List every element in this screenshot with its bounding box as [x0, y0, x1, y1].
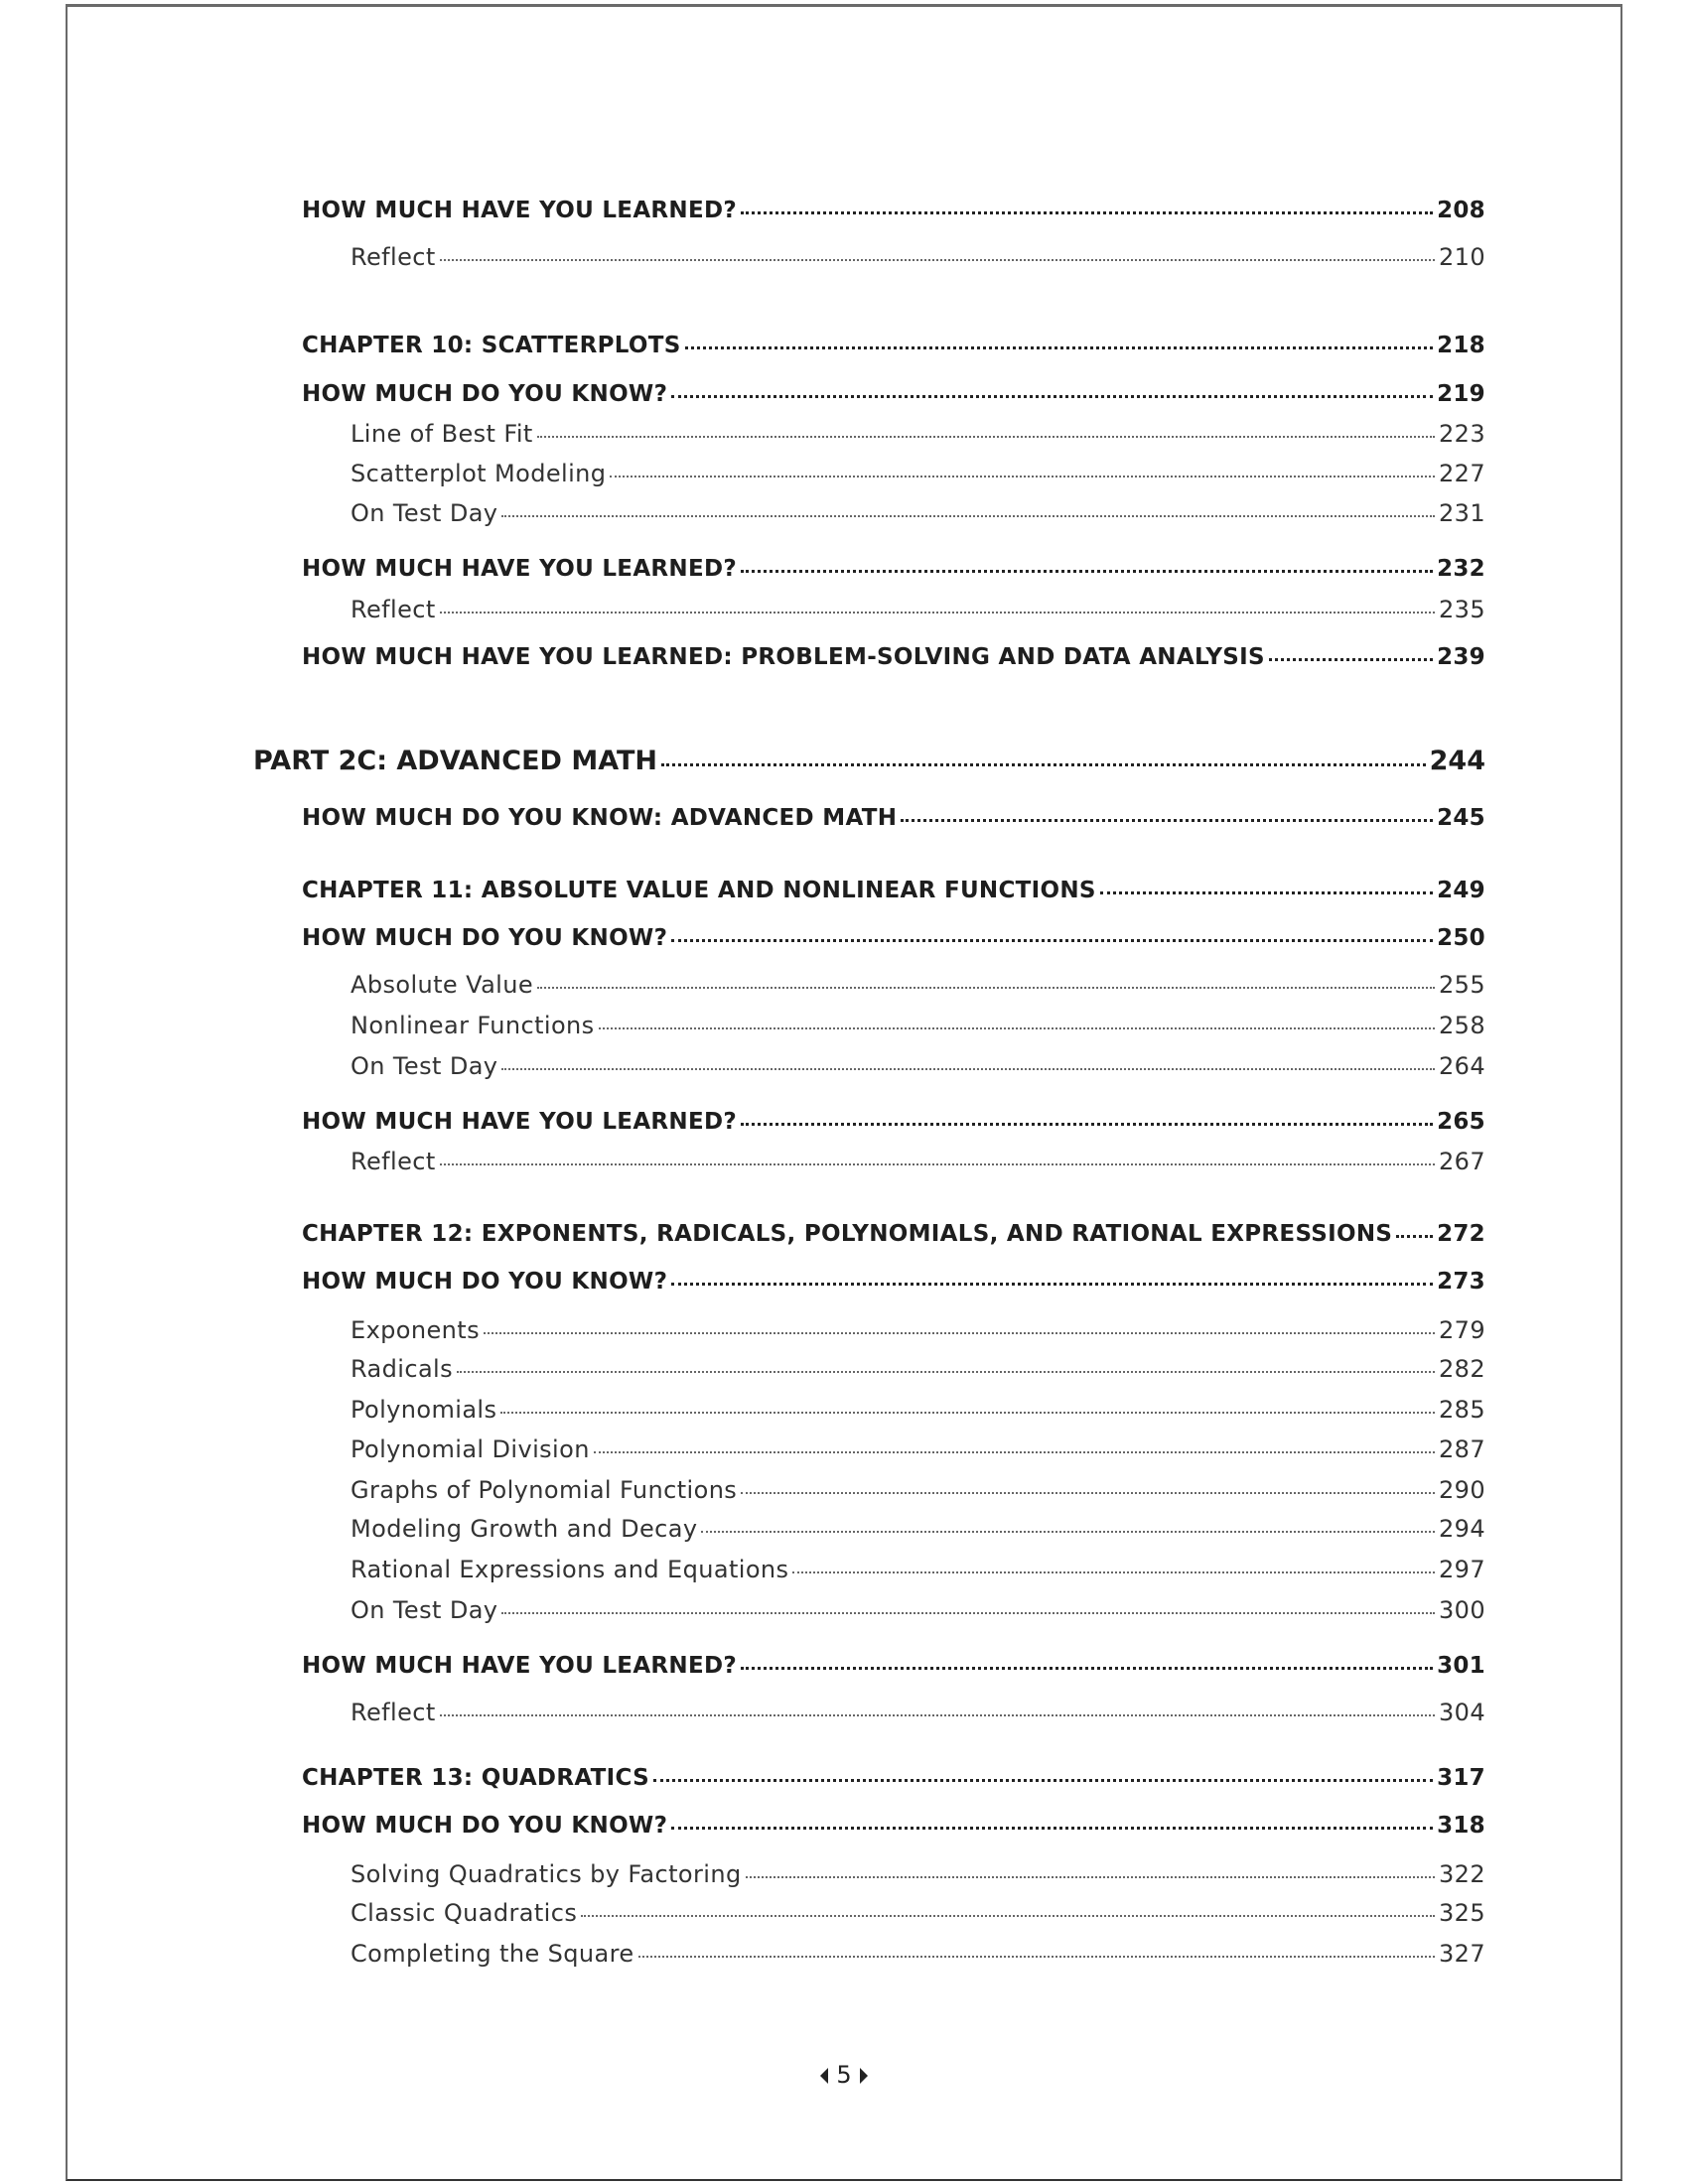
dot-leader — [501, 1068, 1435, 1070]
toc-entry-title: Solving Quadratics by Factoring — [351, 1860, 742, 1888]
toc-entry-page: 300 — [1438, 1596, 1485, 1624]
dot-leader — [671, 1827, 1433, 1830]
toc-entry-title: On Test Day — [351, 499, 498, 527]
dot-leader — [741, 1123, 1433, 1126]
dot-leader — [701, 1531, 1435, 1533]
toc-entry-page: 227 — [1438, 460, 1485, 487]
toc-entry-page: 218 — [1437, 333, 1485, 358]
toc-entry-title: Exponents — [351, 1316, 480, 1344]
toc-entry[interactable] — [351, 1393, 1485, 1427]
dot-leader — [457, 1371, 1435, 1373]
toc-entry-title: Line of Best Fit — [351, 420, 533, 448]
dot-leader — [741, 1492, 1435, 1494]
dot-leader — [440, 612, 1435, 614]
dot-leader — [537, 987, 1435, 989]
dot-leader — [440, 1714, 1435, 1716]
toc-entry[interactable] — [253, 745, 1485, 778]
toc-entry-page: 244 — [1429, 746, 1485, 776]
toc-entry-title: HOW MUCH DO YOU KNOW? — [302, 1813, 668, 1839]
toc-entry-title: Classic Quadratics — [351, 1899, 578, 1927]
dot-leader — [685, 346, 1433, 349]
toc-entry[interactable] — [351, 593, 1485, 626]
toc-entry-page: 232 — [1437, 556, 1485, 582]
toc-entry-page: 290 — [1438, 1476, 1485, 1504]
toc-entry[interactable] — [351, 968, 1485, 1002]
toc-entry-page: 210 — [1438, 243, 1485, 271]
dot-leader — [440, 1163, 1435, 1165]
toc-entry[interactable] — [351, 1473, 1485, 1507]
toc-entry-page: 219 — [1437, 381, 1485, 407]
toc-entry-page: 258 — [1438, 1012, 1485, 1039]
toc-entry[interactable] — [351, 1352, 1485, 1386]
toc-entry[interactable] — [302, 194, 1485, 227]
toc-entry[interactable] — [302, 377, 1485, 411]
toc-entry-title: Completing the Square — [351, 1940, 634, 1968]
toc-entry[interactable] — [302, 1105, 1485, 1139]
dot-leader — [901, 819, 1433, 822]
toc-entry[interactable] — [351, 1553, 1485, 1586]
toc-entry[interactable] — [302, 874, 1485, 907]
dot-leader — [671, 939, 1433, 942]
toc-entry-page: 273 — [1437, 1269, 1485, 1295]
toc-entry-page: 304 — [1438, 1699, 1485, 1726]
toc-entry[interactable] — [302, 329, 1485, 362]
dot-leader — [741, 1667, 1433, 1670]
toc-entry-page: 250 — [1437, 925, 1485, 951]
toc-entry-title: Scatterplot Modeling — [351, 460, 607, 487]
page-number-footer — [0, 2061, 1688, 2089]
dot-leader — [501, 1612, 1435, 1614]
toc-entry[interactable] — [351, 1937, 1485, 1971]
toc-entry[interactable] — [351, 240, 1485, 274]
toc-entry-page: 239 — [1437, 644, 1485, 670]
toc-entry-title: On Test Day — [351, 1052, 498, 1080]
toc-entry-title: Absolute Value — [351, 971, 534, 999]
toc-entry-title: HOW MUCH DO YOU KNOW: ADVANCED MATH — [302, 805, 898, 831]
toc-entry[interactable] — [351, 1512, 1485, 1546]
toc-entry-title: HOW MUCH DO YOU KNOW? — [302, 925, 668, 951]
toc-entry-title: Polynomial Division — [351, 1435, 590, 1463]
triangle-right-icon — [860, 2068, 868, 2084]
toc-entry-page: 279 — [1438, 1316, 1485, 1344]
dot-leader — [610, 476, 1435, 478]
toc-entry[interactable] — [302, 1217, 1485, 1251]
dot-leader — [746, 1876, 1435, 1878]
toc-entry-page: 255 — [1438, 971, 1485, 999]
toc-entry-page: 285 — [1438, 1396, 1485, 1424]
toc-entry-page: 327 — [1438, 1940, 1485, 1968]
toc-entry-title: HOW MUCH HAVE YOU LEARNED: PROBLEM-SOLVING AND DATA ANALYSIS — [302, 644, 1265, 670]
toc-entry-title: On Test Day — [351, 1596, 498, 1624]
toc-entry[interactable] — [351, 1313, 1485, 1347]
toc-entry-title: Rational Expressions and Equations — [351, 1556, 789, 1583]
toc-entry-title: Graphs of Polynomial Functions — [351, 1476, 738, 1504]
toc-entry-page: 208 — [1437, 198, 1485, 223]
toc-entry-title: CHAPTER 13: QUADRATICS — [302, 1765, 649, 1791]
toc-entry[interactable] — [302, 921, 1485, 955]
toc-entry-page: 264 — [1438, 1052, 1485, 1080]
toc-entry-page: 231 — [1438, 499, 1485, 527]
page-number: 5 — [836, 2061, 852, 2089]
toc-entry[interactable] — [302, 1809, 1485, 1843]
toc-entry[interactable] — [351, 417, 1485, 451]
toc-entry-title: Polynomials — [351, 1396, 497, 1424]
toc-entry[interactable] — [351, 496, 1485, 530]
toc-entry-title: Nonlinear Functions — [351, 1012, 595, 1039]
toc-entry-title: Modeling Growth and Decay — [351, 1515, 698, 1543]
toc-entry-page: 235 — [1438, 596, 1485, 623]
dot-leader — [741, 211, 1433, 214]
toc-entry-title: HOW MUCH DO YOU KNOW? — [302, 1269, 668, 1295]
toc-entry[interactable] — [351, 1857, 1485, 1891]
toc-entry-page: 249 — [1437, 878, 1485, 903]
toc-entry-title: HOW MUCH HAVE YOU LEARNED? — [302, 1653, 738, 1679]
toc-entry-page: 223 — [1438, 420, 1485, 448]
toc-entry[interactable] — [351, 1593, 1485, 1627]
toc-entry[interactable] — [302, 552, 1485, 586]
toc-entry-title: Reflect — [351, 1148, 436, 1175]
toc-entry-page: 287 — [1438, 1435, 1485, 1463]
toc-entry-title: Reflect — [351, 1699, 436, 1726]
toc-entry-page: 265 — [1437, 1109, 1485, 1135]
toc-entry-page: 322 — [1438, 1860, 1485, 1888]
toc-entry-title: CHAPTER 12: EXPONENTS, RADICALS, POLYNOMIALS, AND RATIONAL EXPRESSIONS — [302, 1221, 1393, 1247]
toc-entry-page: 294 — [1438, 1515, 1485, 1543]
dot-leader — [653, 1779, 1433, 1782]
toc-entry-page: 267 — [1438, 1148, 1485, 1175]
toc-entry-page: 282 — [1438, 1355, 1485, 1383]
dot-leader — [440, 259, 1435, 261]
toc-entry-title: Radicals — [351, 1355, 454, 1383]
toc-entry[interactable] — [351, 1696, 1485, 1729]
toc-entry-title: Reflect — [351, 596, 436, 623]
toc-entry-title: HOW MUCH HAVE YOU LEARNED? — [302, 198, 738, 223]
dot-leader — [638, 1956, 1435, 1958]
toc-entry[interactable] — [302, 1265, 1485, 1298]
toc-entry[interactable] — [302, 1761, 1485, 1795]
toc-entry[interactable] — [351, 1009, 1485, 1042]
dot-leader — [792, 1571, 1435, 1573]
toc-entry[interactable] — [351, 1896, 1485, 1930]
dot-leader — [741, 570, 1433, 573]
toc-entry[interactable] — [302, 1649, 1485, 1683]
dot-leader — [671, 1283, 1433, 1286]
toc-entry-page: 297 — [1438, 1556, 1485, 1583]
toc-entry-page: 318 — [1437, 1813, 1485, 1839]
dot-leader — [594, 1451, 1435, 1453]
toc-entry[interactable] — [302, 801, 1485, 835]
toc-entry-page: 245 — [1437, 805, 1485, 831]
toc-entry-page: 301 — [1437, 1653, 1485, 1679]
toc-entry-title: CHAPTER 10: SCATTERPLOTS — [302, 333, 681, 358]
toc-entry[interactable] — [351, 457, 1485, 490]
dot-leader — [537, 436, 1435, 438]
toc-entry[interactable] — [351, 1049, 1485, 1083]
dot-leader — [599, 1027, 1435, 1029]
toc-entry-page: 272 — [1437, 1221, 1485, 1247]
dot-leader — [581, 1915, 1435, 1917]
toc-entry-title: CHAPTER 11: ABSOLUTE VALUE AND NONLINEAR FUNCTIONS — [302, 878, 1096, 903]
dot-leader — [501, 515, 1435, 517]
dot-leader — [671, 395, 1433, 398]
dot-leader — [484, 1332, 1435, 1334]
toc-entry-page: 317 — [1437, 1765, 1485, 1791]
dot-leader — [1269, 658, 1433, 661]
toc-entry-title: HOW MUCH HAVE YOU LEARNED? — [302, 556, 738, 582]
toc-entry[interactable] — [302, 640, 1485, 674]
toc-entry-title: HOW MUCH HAVE YOU LEARNED? — [302, 1109, 738, 1135]
triangle-left-icon — [820, 2068, 828, 2084]
toc-entry-title: PART 2C: ADVANCED MATH — [253, 746, 658, 776]
dot-leader — [500, 1412, 1435, 1414]
toc-entry-page: 325 — [1438, 1899, 1485, 1927]
dot-leader — [1396, 1235, 1433, 1238]
dot-leader — [661, 763, 1426, 766]
toc-entry[interactable] — [351, 1145, 1485, 1178]
toc-entry-title: Reflect — [351, 243, 436, 271]
toc-entry-title: HOW MUCH DO YOU KNOW? — [302, 381, 668, 407]
dot-leader — [1100, 891, 1433, 894]
toc-entry[interactable] — [351, 1433, 1485, 1466]
